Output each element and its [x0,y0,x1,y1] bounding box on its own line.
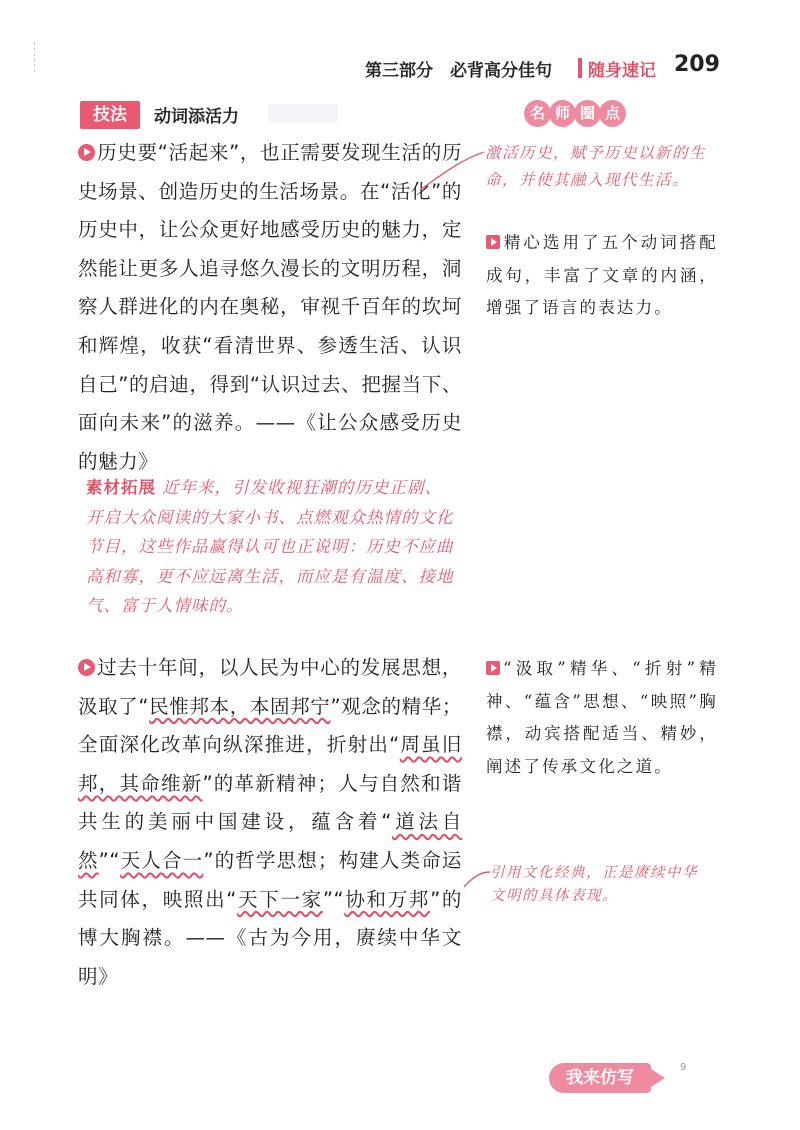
passage-2-text: ”观念的精华；全面深化改革向纵深推进，折射出“ [78,694,462,757]
passage-1-source: ——《让公众感受历史的魅力》 [78,411,462,473]
analysis-1-text: 精心选用了五个动词搭配成句，丰富了文章的内涵，增强了语言的表达力。 [486,233,718,317]
scan-margin-mark [34,42,37,72]
badge-char: 点 [599,100,626,127]
material-label: 素材拓展 [86,478,156,497]
passage-2 [78,649,462,996]
handwritten-note-1: 激活历史，赋予历史以新的生命，并使其融入现代生活。 [485,144,707,189]
quote-underlined: 周虽旧邦，其命维新 [78,733,462,795]
arrow-box-icon [486,235,500,249]
passage-1 [78,134,462,481]
connector-note-2 [464,872,490,887]
material-text: 近年来，引发收视狂潮的历史正剧、开启大众阅读的大家小书、点燃观众热情的文化节目，这些作品赢得认可也正说明：历史不应曲高和寡，更不应远离生活，而应是有温度、接地气、富于人情味的。 [86,478,454,615]
header-divider [578,58,582,78]
analysis-2 [486,653,718,783]
quote-underlined: 天人合一 [120,848,204,872]
quote-underlined: 天下一家 [237,887,323,911]
technique-title: 动词添活力 [154,107,239,127]
page-number: 209 [674,52,720,77]
analysis-1 [486,227,718,325]
handwritten-note-2: 引用文化经典，正是赓续中华文明的具体表现。 [490,865,698,904]
passage-2-text: ”“ [322,887,345,911]
passage-2-text: ”的博大胸襟。 [78,887,462,950]
header-subsection: 随身速记 [588,61,656,81]
badge-char: 名 [524,100,551,127]
passage-2-text: ”的革新精神；人与自然和谐共生的美丽中国建设，蕴含着“ [78,771,462,834]
imitate-writing-button[interactable]: 我来仿写 [549,1063,651,1093]
material-expansion [86,473,456,621]
play-bullet-icon [78,659,95,676]
passage-1-text: 历史要“活起来”，也正需要发现生活的历史场景、创造历史的生活场景。在“活化”的历史中，让公众更好地感受历史的魅力，定然能让更多人追寻悠久漫长的文明历程，洞察人群进化的内在奥秘，审视千百年的坎坷和辉煌，收获“看清世界、参透生活、认识自己”的启迪，得到“认识过去、把握当下、面向未来”的滋养。 [78,141,462,435]
passage-2-text: 过去十年间，以人民为中心的发展思想，汲取了“ [78,656,462,718]
quote-underlined: 道法自然 [78,810,462,872]
badge-char: 圈 [574,100,601,127]
passage-2-text: ”“ [98,848,121,872]
teacher-commentary-badge [524,100,624,127]
arrow-box-icon [486,661,500,675]
play-bullet-icon [78,144,95,161]
analysis-2-text: “汲取”精华、“折射”精神、“蕴含”思想、“映照”胸襟，动宾搭配适当、精妙，阐述了传承文化之道。 [486,659,718,776]
scan-smudge [268,104,338,122]
passage-2-text: ”的哲学思想；构建人类命运共同体，映照出“ [78,848,462,911]
quote-underlined: 协和万邦 [344,887,431,911]
technique-tag: 技法 [80,101,140,129]
margin-mark: 9 [680,1062,687,1073]
header-section-title: 第三部分 必背高分佳句 [365,61,552,81]
quote-underlined: 民惟邦本，本固邦宁 [149,694,331,718]
badge-char: 师 [549,100,576,127]
passage-2-source: ——《古为今用，赓续中华文明》 [78,926,462,988]
